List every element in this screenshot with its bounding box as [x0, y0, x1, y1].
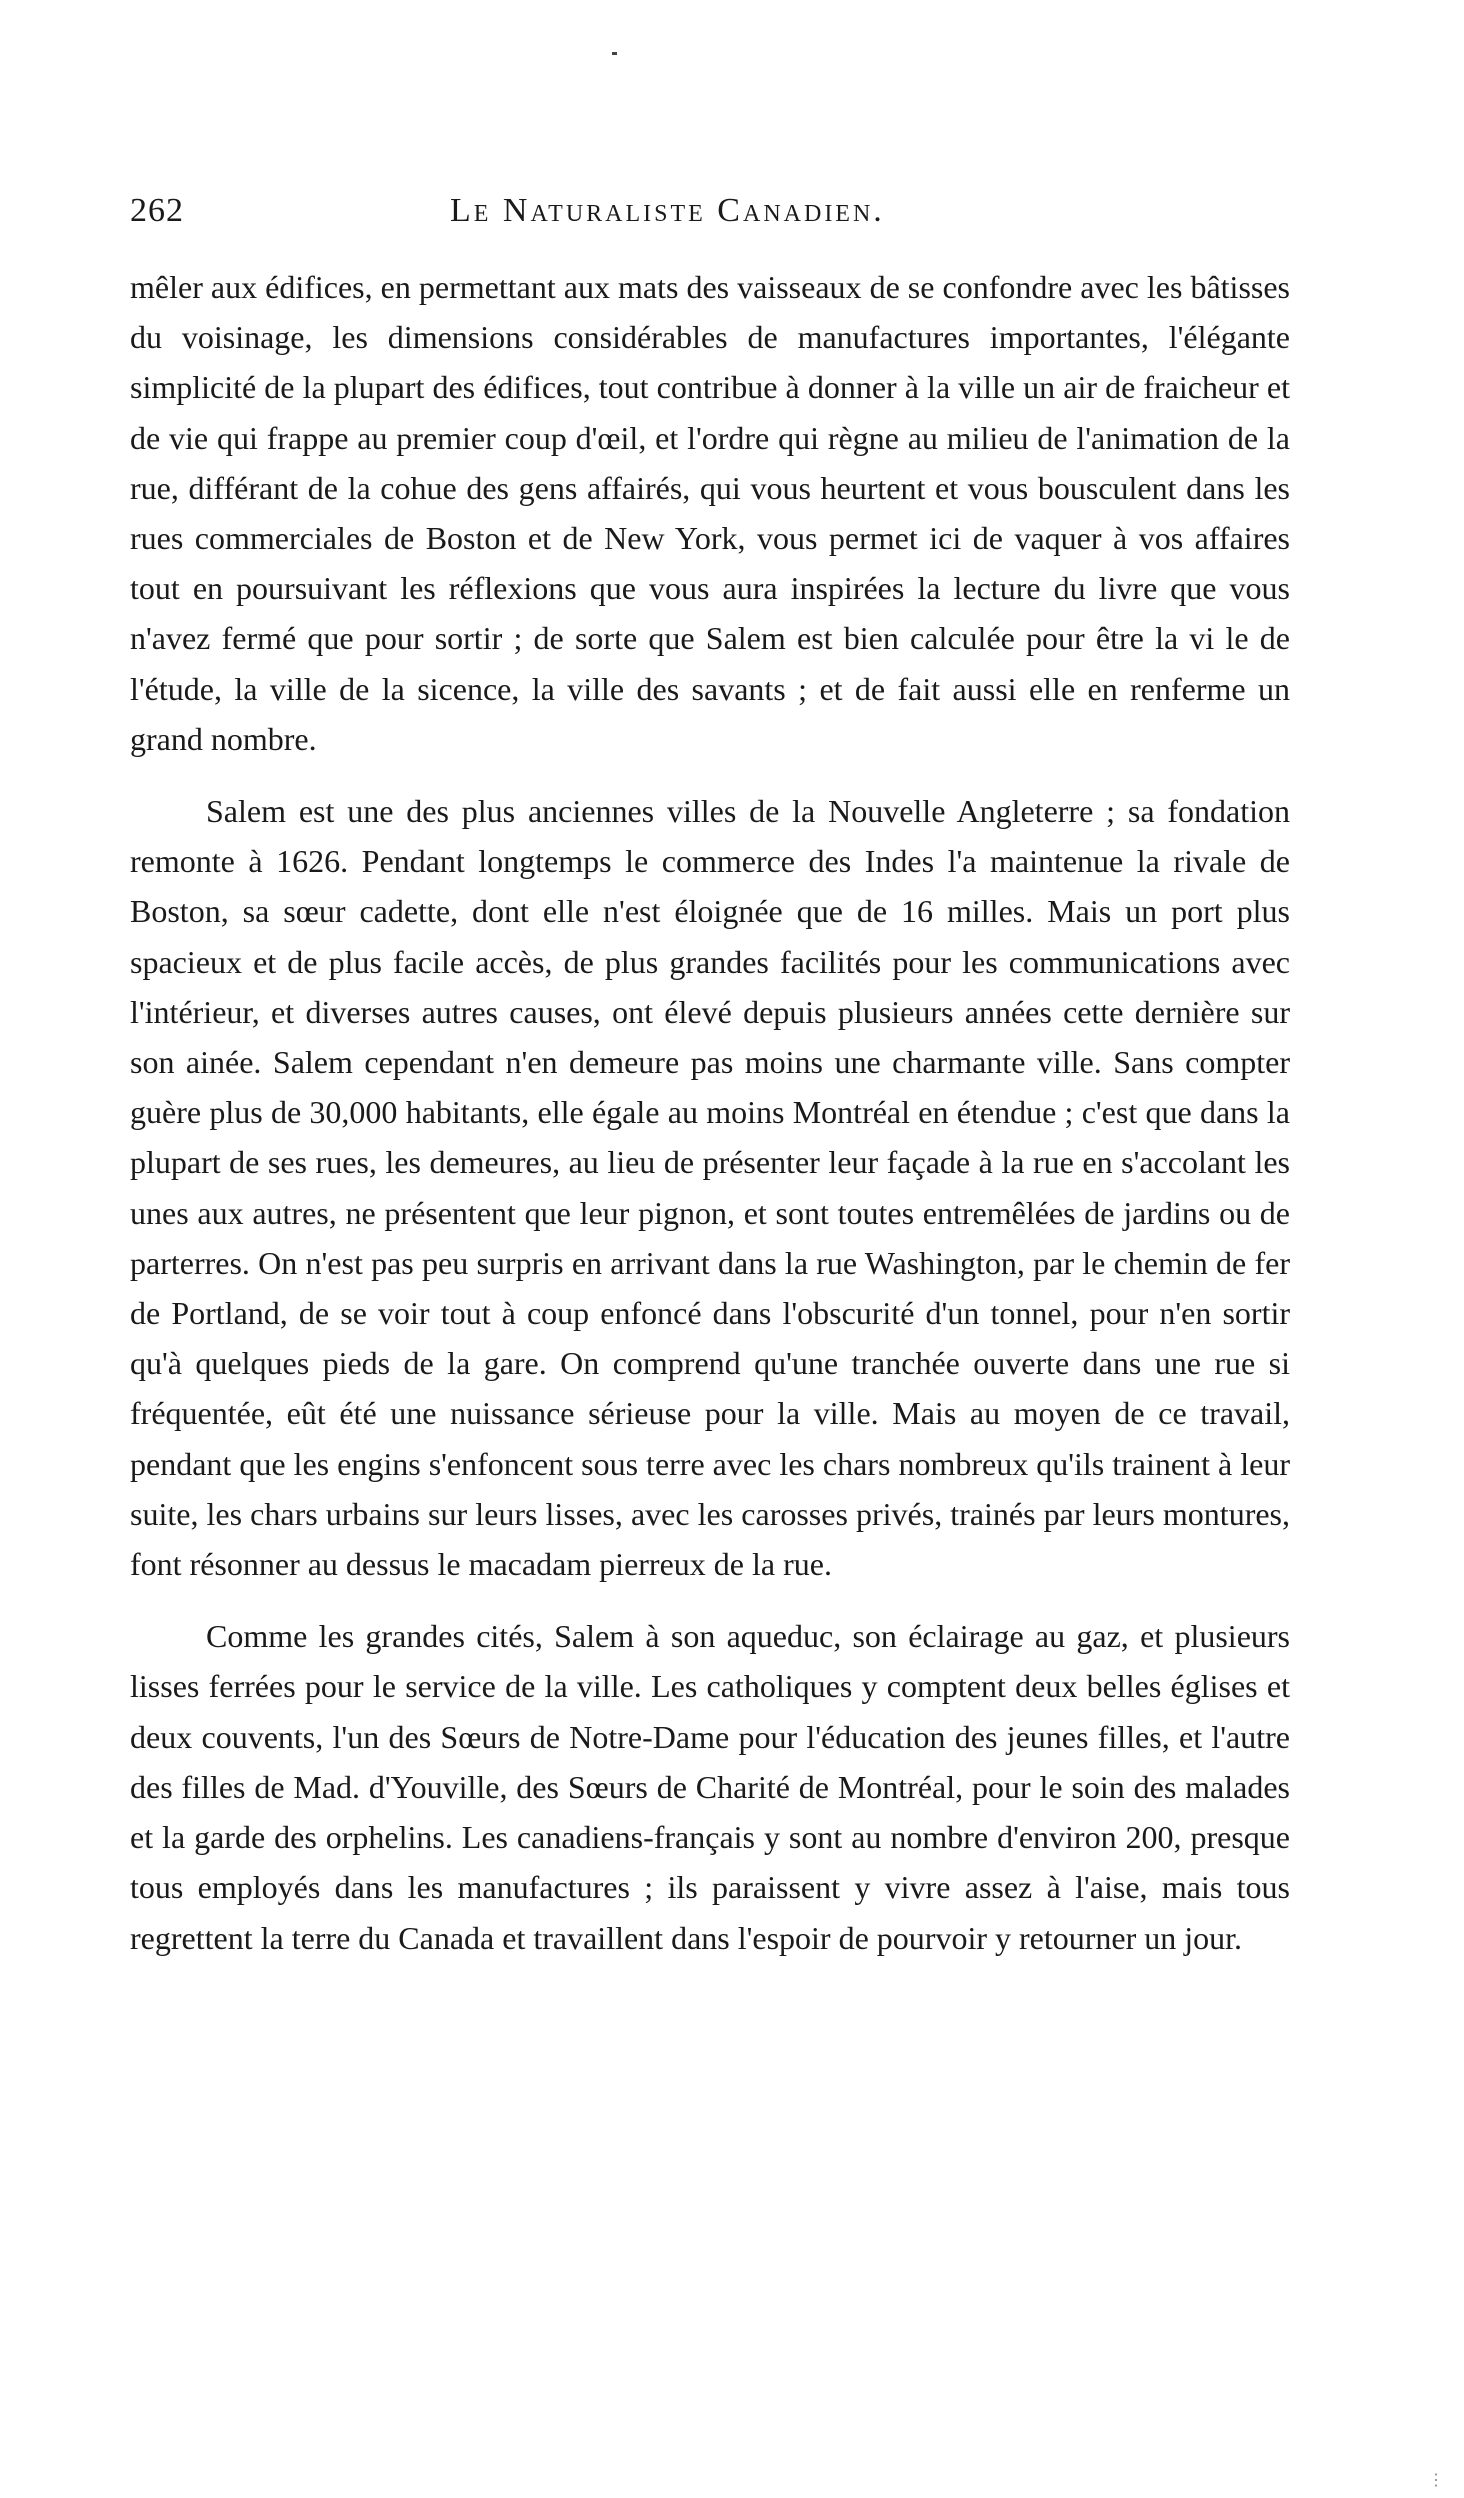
page-header [130, 192, 1290, 240]
paragraph-3: Comme les grandes cités, Salem à son aqueduc, son éclairage au gaz, et plusieurs lisses ferrées pour le service de la ville. Les catholiques y comptent deux belles églises et deux couvents, l'un des Sœurs de Notre-Dame pour l'éducation des jeunes filles, et l'autre des filles de Mad. d'Youville, des Sœurs de Charité de Montréal, pour le soin des malades et la garde des orphelins. Les canadiens-français y sont au nombre d'environ 200, presque tous employés dans les manufactures ; ils paraissent y vivre assez à l'aise, mais tous regrettent la terre du Canada et travaillent dans l'espoir de pourvoir y retourner un jour. [130, 1618, 1290, 1956]
paragraph-1: mêler aux édifices, en permettant aux mats des vaisseaux de se confondre avec les bâtisses du voisinage, les dimensions considérables de manufactures importantes, l'élégante simplicité de la plupart des édifices, tout contribue à donner à la ville un air de fraicheur et de vie qui frappe au premier coup d'œil, et l'ordre qui règne au milieu de l'animation de la rue, différant de la cohue des gens affairés, qui vous heurtent et vous bousculent dans les rues commerciales de Boston et de New York, vous permet ici de vaquer à vos affaires tout en poursuivant les réflexions que vous aura inspirées la lecture du livre que vous n'avez fermé que pour sortir ; de sorte que Salem est bien calculée pour être la vi le de l'étude, la ville de la sicence, la ville des savants ; et de fait aussi elle en renferme un grand nombre. [130, 269, 1290, 757]
paragraph-2: Salem est une des plus anciennes villes de la Nouvelle Angleterre ; sa fondation remonte à 1626. Pendant longtemps le commerce des Indes l'a maintenue la rivale de Boston, sa sœur cadette, dont elle n'est éloignée que de 16 milles. Mais un port plus spacieux et de plus facile accès, de plus grandes facilités pour les communications avec l'intérieur, et diverses autres causes, ont élevé depuis plusieurs années cette dernière sur son ainée. Salem cependant n'en demeure pas moins une charmante ville. Sans compter guère plus de 30,000 habitants, elle égale au moins Montréal en étendue ; c'est que dans la plupart de ses rues, les demeures, au lieu de présenter leur façade à la rue en s'accolant les unes aux autres, ne présentent que leur pignon, et sont toutes entremêlées de jardins ou de parterres. On n'est pas peu surpris en arrivant dans la rue Washington, par le chemin de fer de Portland, de se voir tout à coup enfoncé dans l'obscurité d'un tonnel, pour n'en sortir qu'à quelques pieds de la gare. On comprend qu'une tranchée ouverte dans une rue si fréquentée, eût été une nuissance sérieuse pour la ville. Mais au moyen de ce travail, pendant que les engins s'enfoncent sous terre avec les chars nombreux qu'ils trainent à leur suite, les chars urbains sur leurs lisses, avec les carosses privés, trainés par leurs montures, font résonner au dessus le macadam pierreux de la rue. [130, 793, 1290, 1583]
corner-mark: ⋮ [1428, 2472, 1445, 2489]
page-number: 262 [130, 192, 184, 229]
print-speck [612, 52, 617, 55]
body-text [130, 262, 1290, 1963]
running-title: Le Naturaliste Canadien. [450, 192, 885, 229]
